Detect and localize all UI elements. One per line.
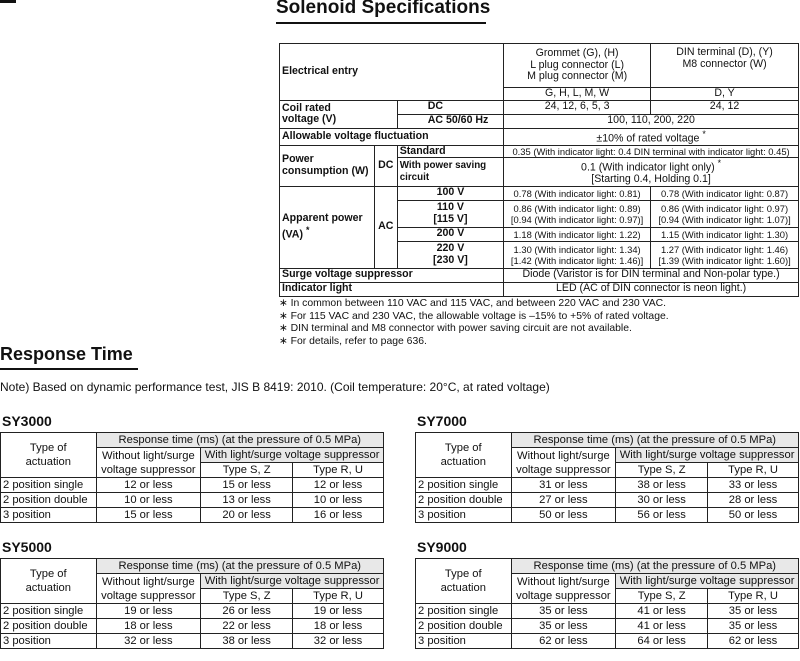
- power-standard-label: Standard: [397, 145, 503, 158]
- actuation-type: 3 position: [1, 634, 97, 649]
- table-row: [1, 508, 384, 523]
- apparent-voltage: 220 V [230 V]: [397, 241, 503, 268]
- apparent-power-label: Apparent power (VA) *: [280, 186, 375, 268]
- type-sz-header: Type S, Z: [616, 463, 708, 478]
- time-without-suppressor: 19 or less: [96, 604, 201, 619]
- entry-col2-code: D, Y: [651, 88, 799, 101]
- time-without-suppressor: 18 or less: [96, 619, 201, 634]
- time-type-sz: 30 or less: [616, 493, 708, 508]
- apparent-col2-value: 0.86 (With indicator light: 0.97) [0.94 (With indicator light: 1.07)]: [651, 200, 799, 227]
- footnote: ∗ DIN terminal and M8 connector with power saving circuit are not available.: [279, 323, 632, 335]
- type-ru-header: Type R, U: [708, 463, 799, 478]
- apparent-col1-value: 0.78 (With indicator light: 0.81): [504, 186, 651, 200]
- time-without-suppressor: 32 or less: [96, 634, 201, 649]
- table-row: [1, 478, 384, 493]
- coil-ac-value: 100, 110, 200, 220: [504, 114, 799, 128]
- time-type-sz: 41 or less: [616, 619, 708, 634]
- time-type-sz: 13 or less: [201, 493, 293, 508]
- actuation-type: 3 position: [416, 508, 512, 523]
- actuation-type: 2 position double: [1, 619, 97, 634]
- model-title: SY3000: [2, 413, 52, 429]
- indicator-light-label: Indicator light: [280, 282, 504, 296]
- actuation-type: 2 position single: [1, 478, 97, 493]
- time-without-suppressor: 31 or less: [511, 478, 616, 493]
- fluctuation-value: ±10% of rated voltage *: [504, 128, 799, 145]
- table-row: [416, 478, 799, 493]
- actuation-type: 2 position double: [1, 493, 97, 508]
- footnote: ∗ For details, refer to page 636.: [279, 336, 427, 348]
- response-time-header: Response time (ms) (at the pressure of 0.5 MPa): [511, 559, 798, 574]
- apparent-voltage: 110 V [115 V]: [397, 200, 503, 227]
- time-type-ru: 10 or less: [293, 493, 384, 508]
- corner-mark: [0, 0, 16, 3]
- time-type-sz: 41 or less: [616, 604, 708, 619]
- model-title: SY9000: [417, 539, 467, 555]
- time-type-sz: 22 or less: [201, 619, 293, 634]
- table-row: [416, 604, 799, 619]
- table-row: [416, 619, 799, 634]
- table-row: [416, 508, 799, 523]
- time-type-ru: 50 or less: [708, 508, 799, 523]
- model-title: SY7000: [417, 413, 467, 429]
- actuation-type: 2 position double: [416, 619, 512, 634]
- with-suppressor-header: With light/surge voltage suppressor: [616, 448, 799, 463]
- time-type-ru: 35 or less: [708, 604, 799, 619]
- time-without-suppressor: 15 or less: [96, 508, 201, 523]
- with-suppressor-header: With light/surge voltage suppressor: [201, 448, 384, 463]
- power-saving-value: 0.1 (With indicator light only) * [Starting 0.4, Holding 0.1]: [504, 158, 799, 187]
- actuation-type: 3 position: [416, 634, 512, 649]
- time-type-ru: 12 or less: [293, 478, 384, 493]
- with-suppressor-header: With light/surge voltage suppressor: [201, 574, 384, 589]
- time-without-suppressor: 35 or less: [511, 604, 616, 619]
- time-type-ru: 18 or less: [293, 619, 384, 634]
- footnote: ∗ In common between 110 VAC and 115 VAC, and between 220 VAC and 230 VAC.: [279, 298, 667, 309]
- without-suppressor-header: Without light/surge voltage suppressor: [511, 448, 616, 478]
- surge-suppressor-label: Surge voltage suppressor: [280, 268, 504, 282]
- time-type-sz: 56 or less: [616, 508, 708, 523]
- coil-dc-col2: 24, 12: [651, 100, 799, 114]
- indicator-light-value: LED (AC of DIN connector is neon light.): [504, 282, 799, 296]
- entry-col2-types: DIN terminal (D), (Y) M8 connector (W): [651, 44, 799, 88]
- actuation-type: 2 position single: [1, 604, 97, 619]
- time-type-ru: 35 or less: [708, 619, 799, 634]
- apparent-voltage: 100 V: [397, 186, 503, 200]
- table-row: [1, 493, 384, 508]
- apparent-ac-label: AC: [374, 186, 397, 268]
- type-ru-header: Type R, U: [293, 463, 384, 478]
- solenoid-spec-table: [279, 43, 799, 297]
- response-table: [415, 558, 799, 649]
- apparent-col2-value: 1.27 (With indicator light: 1.46) [1.39 (With indicator light: 1.60)]: [651, 241, 799, 268]
- time-type-ru: 62 or less: [708, 634, 799, 649]
- type-sz-header: Type S, Z: [201, 589, 293, 604]
- actuation-type: 3 position: [1, 508, 97, 523]
- table-row: [416, 493, 799, 508]
- time-type-sz: 38 or less: [616, 478, 708, 493]
- solenoid-title: Solenoid Specifications: [276, 0, 491, 18]
- footnote: ∗ For 115 VAC and 230 VAC, the allowable voltage is –15% to +5% of rated voltage.: [279, 310, 669, 322]
- time-type-ru: 32 or less: [293, 634, 384, 649]
- response-time-header: Response time (ms) (at the pressure of 0.5 MPa): [96, 559, 383, 574]
- fluctuation-label: Allowable voltage fluctuation: [280, 128, 504, 145]
- type-ru-header: Type R, U: [293, 589, 384, 604]
- response-table: [0, 432, 384, 523]
- time-without-suppressor: 62 or less: [511, 634, 616, 649]
- surge-suppressor-value: Diode (Varistor is for DIN terminal and Non-polar type.): [504, 268, 799, 282]
- with-suppressor-header: With light/surge voltage suppressor: [616, 574, 799, 589]
- apparent-col1-value: 0.86 (With indicator light: 0.89) [0.94 (With indicator light: 0.97)]: [504, 200, 651, 227]
- time-type-ru: 19 or less: [293, 604, 384, 619]
- time-type-ru: 16 or less: [293, 508, 384, 523]
- response-time-header: Response time (ms) (at the pressure of 0.5 MPa): [96, 433, 383, 448]
- time-without-suppressor: 50 or less: [511, 508, 616, 523]
- without-suppressor-header: Without light/surge voltage suppressor: [511, 574, 616, 604]
- time-type-ru: 28 or less: [708, 493, 799, 508]
- apparent-col2-value: 1.15 (With indicator light: 1.30): [651, 227, 799, 241]
- table-row: [1, 619, 384, 634]
- response-title-underline: [0, 368, 138, 370]
- time-type-sz: 64 or less: [616, 634, 708, 649]
- coil-dc-label: DC: [397, 100, 503, 114]
- type-of-actuation-header: Type of actuation: [416, 559, 512, 604]
- time-without-suppressor: 12 or less: [96, 478, 201, 493]
- spec-footnotes: [279, 298, 669, 349]
- coil-ac-label: AC 50/60 Hz: [397, 114, 503, 128]
- type-ru-header: Type R, U: [708, 589, 799, 604]
- power-dc-label: DC: [374, 145, 397, 186]
- actuation-type: 2 position double: [416, 493, 512, 508]
- type-sz-header: Type S, Z: [616, 589, 708, 604]
- time-type-sz: 38 or less: [201, 634, 293, 649]
- power-consumption-label: Power consumption (W): [280, 145, 375, 186]
- table-row: [1, 634, 384, 649]
- electrical-entry-label: Electrical entry: [280, 44, 504, 101]
- apparent-col2-value: 0.78 (With indicator light: 0.87): [651, 186, 799, 200]
- coil-voltage-label: Coil rated voltage (V): [280, 100, 398, 128]
- response-time-title: Response Time: [0, 344, 133, 364]
- time-without-suppressor: 35 or less: [511, 619, 616, 634]
- type-of-actuation-header: Type of actuation: [1, 559, 97, 604]
- type-of-actuation-header: Type of actuation: [1, 433, 97, 478]
- power-saving-label: With power saving circuit: [397, 158, 503, 187]
- entry-col1-code: G, H, L, M, W: [504, 88, 651, 101]
- time-type-sz: 26 or less: [201, 604, 293, 619]
- table-row: [1, 604, 384, 619]
- coil-dc-col1: 24, 12, 6, 5, 3: [504, 100, 651, 114]
- apparent-col1-value: 1.30 (With indicator light: 1.34) [1.42 (With indicator light: 1.46)]: [504, 241, 651, 268]
- without-suppressor-header: Without light/surge voltage suppressor: [96, 448, 201, 478]
- model-title: SY5000: [2, 539, 52, 555]
- response-table: [415, 432, 799, 523]
- entry-col1-types: Grommet (G), (H) L plug connector (L) M plug connector (M): [504, 44, 651, 88]
- title-underline: [276, 22, 486, 24]
- time-without-suppressor: 27 or less: [511, 493, 616, 508]
- response-table: [0, 558, 384, 649]
- time-type-ru: 33 or less: [708, 478, 799, 493]
- time-type-sz: 20 or less: [201, 508, 293, 523]
- apparent-voltage: 200 V: [397, 227, 503, 241]
- actuation-type: 2 position single: [416, 604, 512, 619]
- response-time-header: Response time (ms) (at the pressure of 0.5 MPa): [511, 433, 798, 448]
- type-of-actuation-header: Type of actuation: [416, 433, 512, 478]
- response-note: Note) Based on dynamic performance test, JIS B 8419: 2010. (Coil temperature: 20°C, at rated voltage): [0, 380, 550, 394]
- time-without-suppressor: 10 or less: [96, 493, 201, 508]
- type-sz-header: Type S, Z: [201, 463, 293, 478]
- without-suppressor-header: Without light/surge voltage suppressor: [96, 574, 201, 604]
- power-standard-value: 0.35 (With indicator light: 0.4 DIN terminal with indicator light: 0.45): [504, 145, 799, 158]
- table-row: [416, 634, 799, 649]
- actuation-type: 2 position single: [416, 478, 512, 493]
- apparent-col1-value: 1.18 (With indicator light: 1.22): [504, 227, 651, 241]
- time-type-sz: 15 or less: [201, 478, 293, 493]
